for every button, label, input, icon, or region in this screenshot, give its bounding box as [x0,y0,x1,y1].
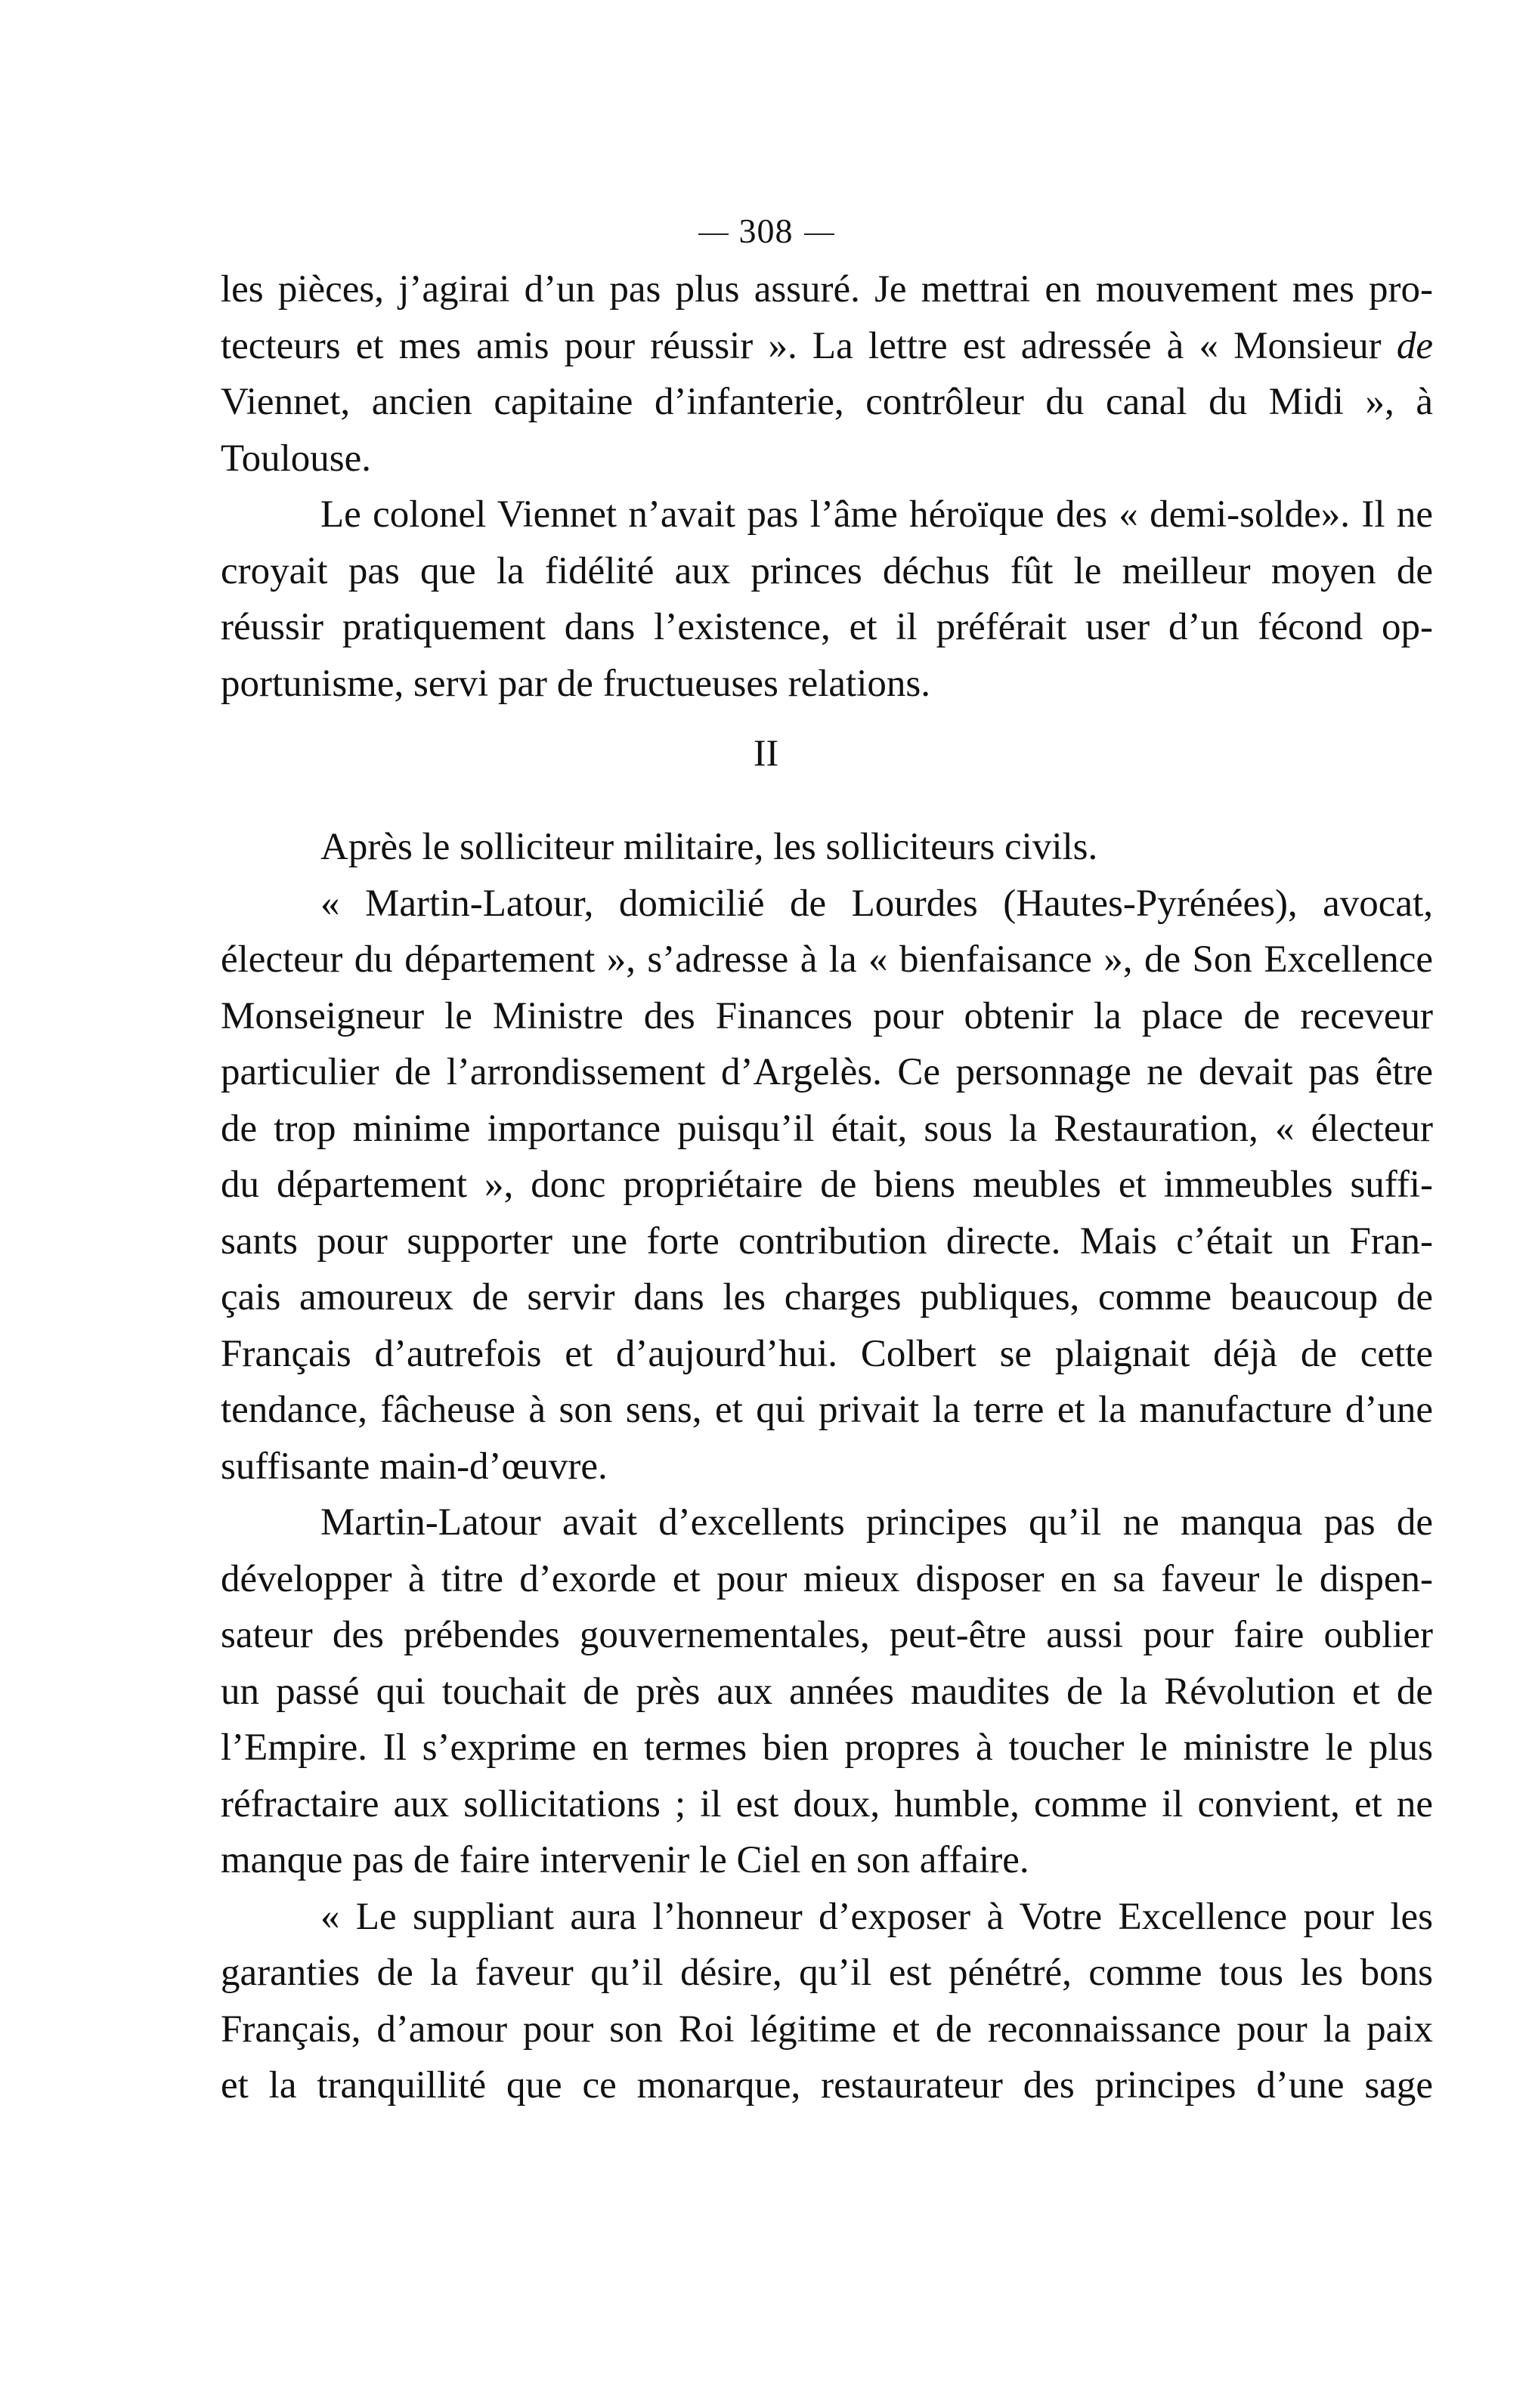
text-line [221,2002,1433,2058]
text-line-content: Le colonel Viennet n’avait pas l’âme héroïque des « demi-solde». Il ne [320,493,1433,536]
text-line [221,1157,1433,1213]
text-line [221,1945,1433,2002]
text-line-content: « Martin-Latour, domicilié de Lourdes (Hautes-Pyrénées), avocat, [320,882,1433,925]
text-line-content: particulier de l’arrondissement d’Argelès. Ce personnage ne devait pas être [221,1051,1433,1093]
text-line-content: un passé qui touchait de près aux années maudites de la Révolution et de [221,1670,1433,1713]
text-line [221,1607,1433,1664]
text-line [221,1664,1433,1720]
text-line-content: de trop minime importance puisqu’il était, sous la Restauration, « électeur [221,1107,1433,1150]
text-line-content: développer à titre d’exorde et pour mieux disposer en sa faveur le dispen- [221,1557,1433,1600]
text-line [221,1213,1433,1270]
text-line [221,543,1433,600]
folio-dash-right [804,233,834,235]
text-line-content: « Le suppliant aura l’honneur d’exposer à Votre Excellence pour les [320,1895,1433,1938]
text-line-content: Viennet, ancien capitaine d’infanterie, contrôleur du canal du Midi », à [221,381,1433,423]
text-line-content: Français, d’amour pour son Roi légitime et de reconnaissance pour la paix [221,2008,1433,2051]
text-line [221,1495,1433,1551]
text-line-content: du département », donc propriétaire de biens meubles et immeubles suffi- [221,1164,1433,1206]
text-line-content: manque pas de faire intervenir le Ciel en son affaire. [221,1839,1029,1881]
text-line-content: et la tranquillité que ce monarque, restaurateur des principes d’une sage [221,2064,1433,2107]
page-number-text: 308 [738,212,794,250]
text-line-content: réussir pratiquement dans l’existence, et il préférait user d’un fécond op- [221,606,1433,648]
text-line-content: sateur des prébendes gouvernementales, peut-être aussi pour faire oublier [221,1614,1433,1656]
text-block-section-2 [221,819,1433,2114]
text-line-content: Après le solliciteur militaire, les solliciteurs civils. [320,826,1098,868]
text-line [221,932,1433,988]
text-line-content: tendance, fâcheuse à son sens, et qui privait la terre et la manufacture d’une [221,1389,1433,1431]
text-line [221,374,1433,431]
text-line-content: suffisante main-d’œuvre. [221,1445,608,1488]
text-line [221,2057,1433,2114]
text-line-content: Français d’autrefois et d’aujourd’hui. Colbert se plaignait déjà de cette [221,1332,1433,1375]
text-line [221,431,1433,487]
text-line [221,1889,1433,1946]
italic-word: de [1396,324,1434,367]
text-line [221,1776,1433,1833]
page-number [0,209,1532,254]
text-line [221,599,1433,656]
text-line-content: Monseigneur le Ministre des Finances pour obtenir la place de receveur [221,994,1433,1037]
text-line [221,1551,1433,1608]
text-line [221,819,1433,876]
text-line [221,1101,1433,1158]
text-line-content: tecteurs et mes amis pour réussir ». La lettre est adressée à « Monsieur de [221,324,1434,367]
section-heading: II [753,731,779,774]
text-line [221,487,1433,543]
text-line [221,876,1433,932]
text-line [221,656,1433,713]
text-line [221,1720,1433,1776]
text-line-content: électeur du département », s’adresse à la « bienfaisance », de Son Excellence [221,938,1433,981]
text-line-content: Toulouse. [221,437,371,480]
text-line [221,1326,1433,1383]
text-line [221,261,1433,318]
text-line-content: réfractaire aux sollicitations ; il est doux, humble, comme il convient, et ne [221,1782,1433,1825]
text-line-content: sants pour supporter une forte contribution directe. Mais c’était un Fran- [221,1219,1433,1263]
text-line-content: croyait pas que la fidélité aux princes déchus fût le meilleur moyen de [221,549,1433,592]
text-line-content: garanties de la faveur qu’il désire, qu’il est pénétré, comme tous les bons [221,1952,1433,1994]
text-line [221,1832,1433,1889]
text-line [221,988,1433,1045]
text-line-content: Martin-Latour avait d’excellents principes qu’il ne manqua pas de [320,1501,1433,1544]
folio-dash-left [698,233,729,235]
text-line-content: les pièces, j’agirai d’un pas plus assuré. Je mettrai en mouvement mes pro- [221,268,1433,311]
text-line [221,1382,1433,1439]
text-line [221,1044,1433,1101]
text-line-content: l’Empire. Il s’exprime en termes bien propres à toucher le ministre le plus [221,1726,1433,1769]
text-line-content: portunisme, servi par de fructueuses relations. [221,662,930,705]
text-line [221,1269,1433,1326]
text-line [221,318,1433,375]
text-line [221,1439,1433,1495]
text-block-section-1 [221,261,1433,712]
text-line-content: çais amoureux de servir dans les charges publiques, comme beaucoup de [221,1276,1433,1318]
